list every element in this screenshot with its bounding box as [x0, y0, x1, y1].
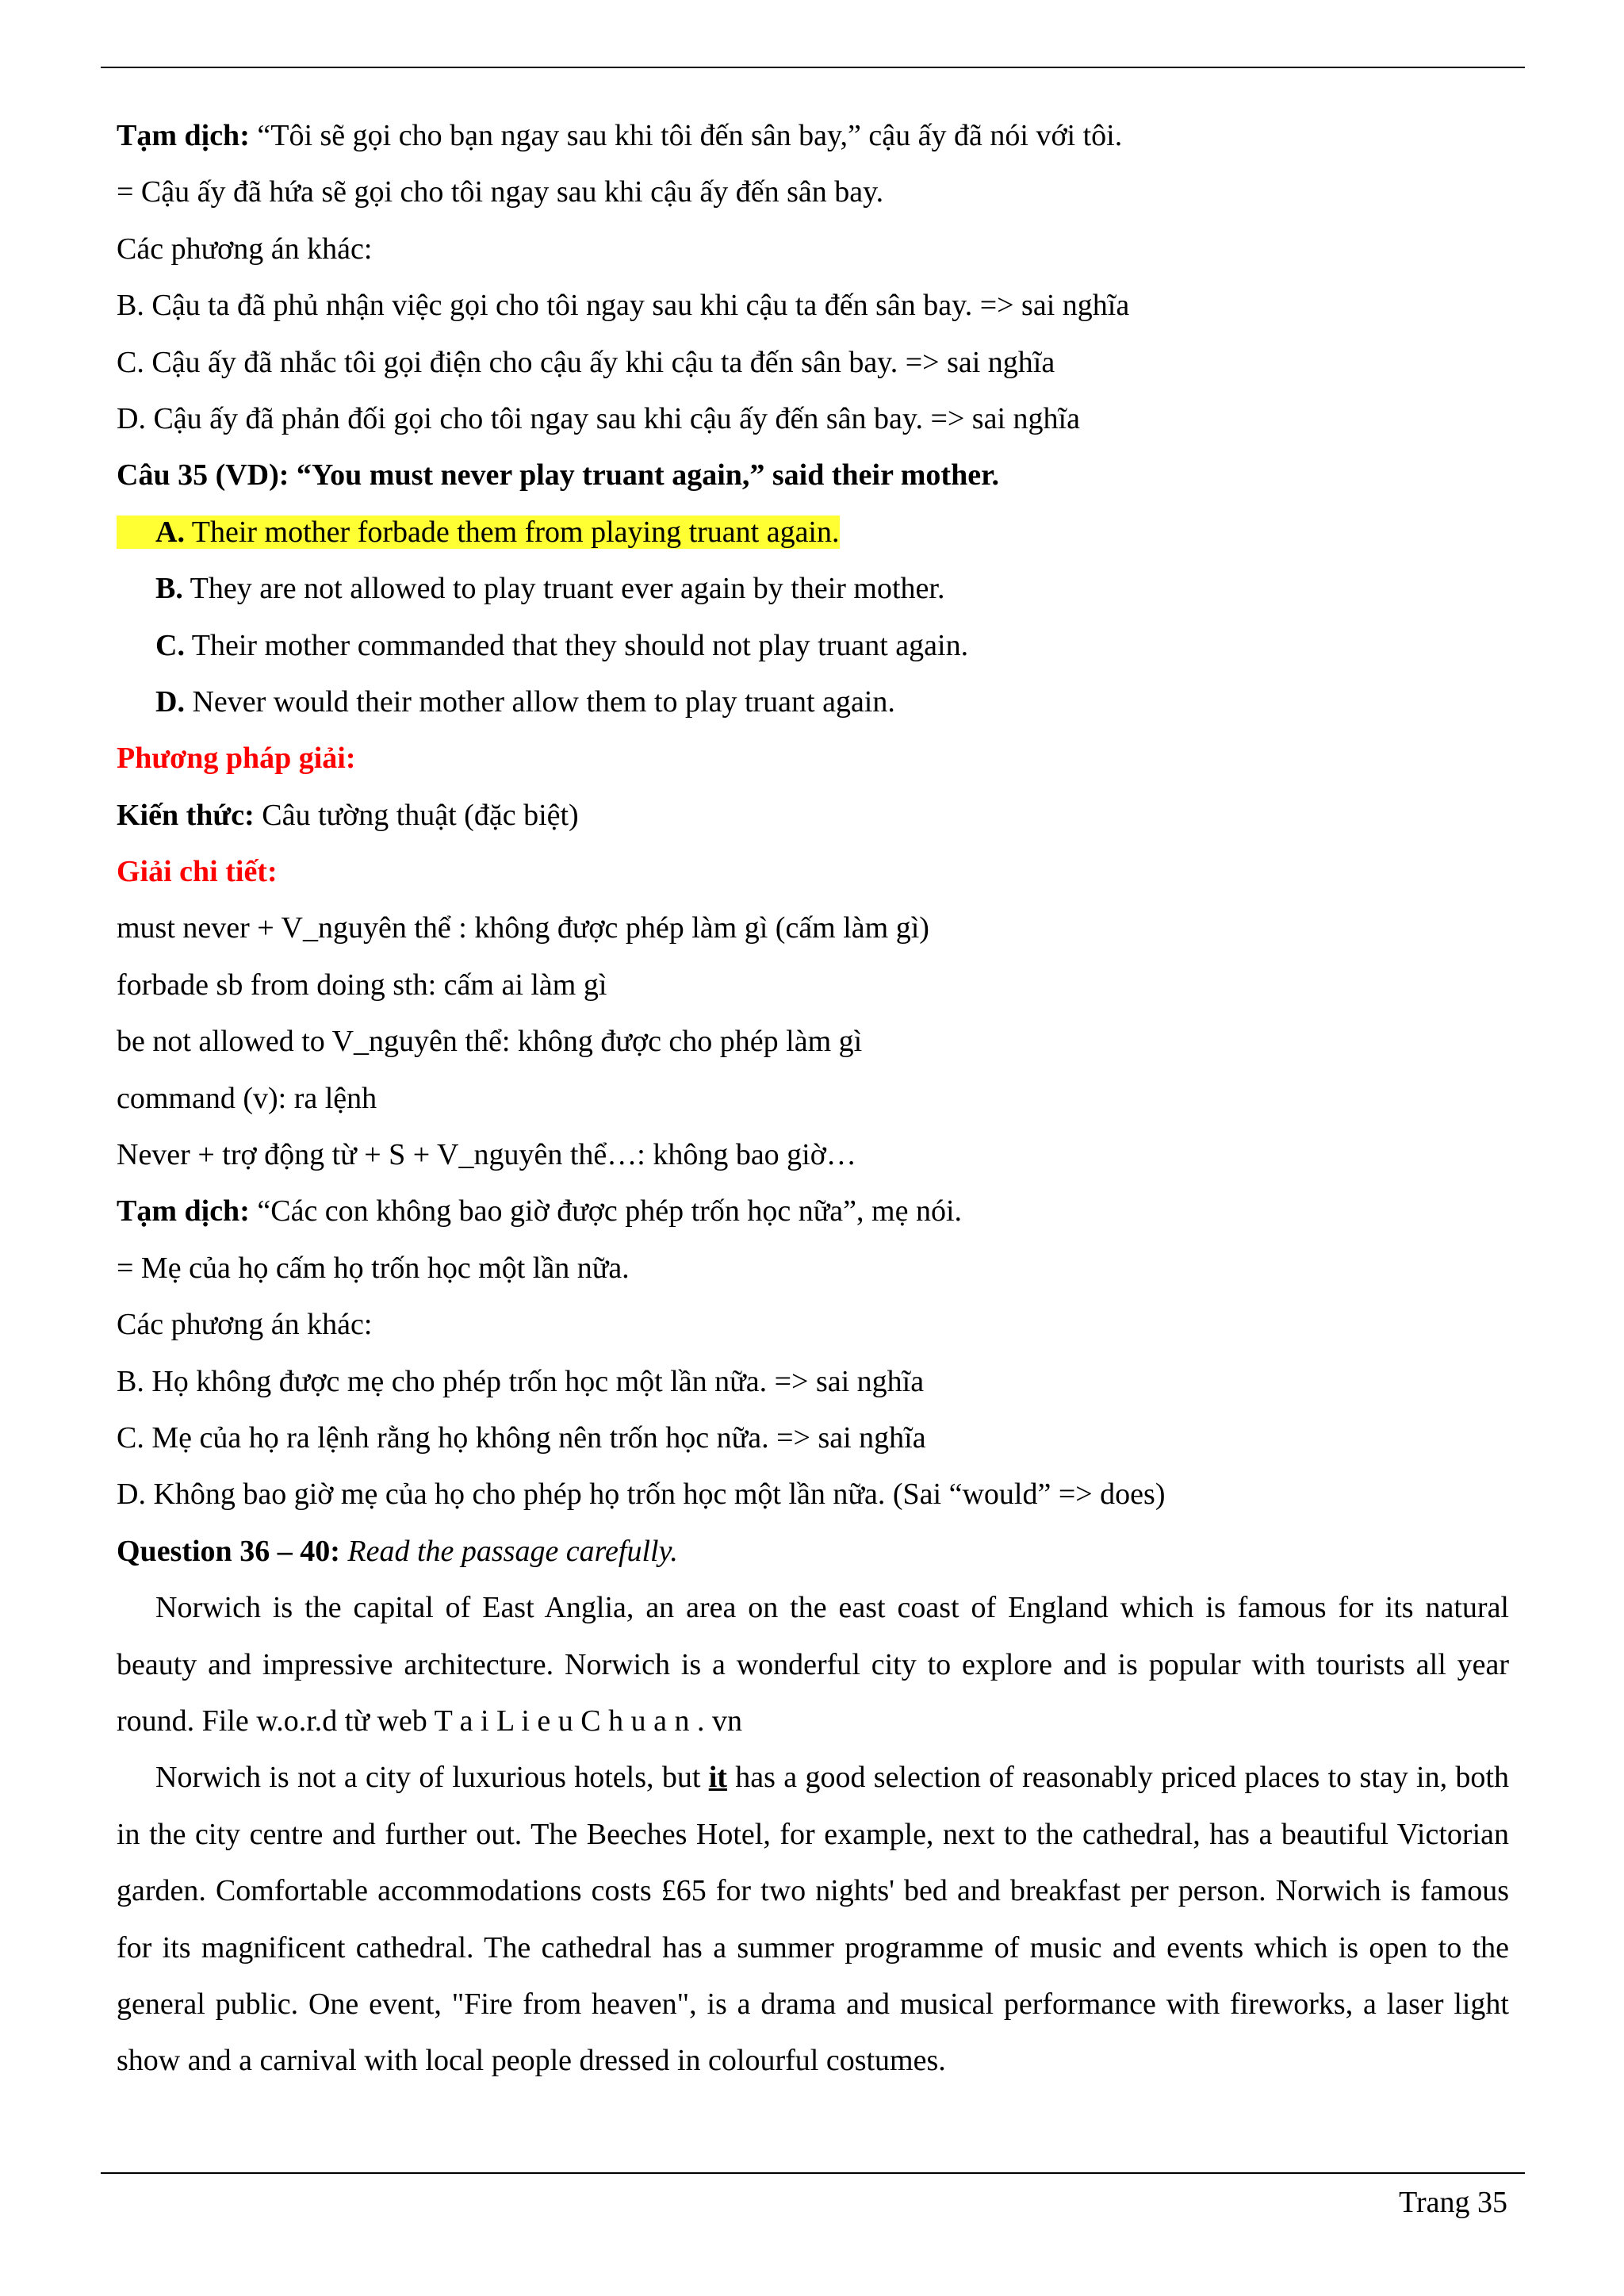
option-text: Their mother forbade them from playing truant again.: [184, 515, 840, 549]
passage-label: Question 36 – 40:: [117, 1534, 340, 1568]
translation-label: Tạm dịch:: [117, 119, 250, 152]
other-option-b: B. Họ không được mẹ cho phép trốn học một lần nữa. => sai nghĩa: [117, 1364, 925, 1398]
answer-option-c: [117, 618, 1509, 674]
grammar-note: must never + V_nguyên thể : không được phép làm gì (cấm làm gì): [117, 911, 929, 945]
page-content: [117, 108, 1509, 2090]
passage-paragraph-2: [117, 1750, 1509, 2089]
knowledge-line: [117, 788, 1509, 844]
method-heading: Phương pháp giải:: [117, 742, 356, 776]
grammar-note: forbade sb from doing sth: cấm ai làm gì: [117, 968, 607, 1002]
option-letter: C.: [155, 628, 185, 662]
grammar-note: Never + trợ động từ + S + V_nguyên thể…: không bao giờ…: [117, 1138, 856, 1172]
grammar-note: be not allowed to V_nguyên thể: không được cho phép làm gì: [117, 1025, 863, 1059]
translation-equivalent: = Cậu ấy đã hứa sẽ gọi cho tôi ngay sau khi cậu ấy đến sân bay.: [117, 175, 884, 209]
answer-highlight: [117, 516, 840, 549]
answer-option-a: [117, 504, 1509, 561]
other-option-d: D. Không bao giờ mẹ của họ cho phép họ trốn học một lần nữa. (Sai “would” => does): [117, 1478, 1166, 1512]
paragraph-text: has a good selection of reasonably priced places to stay in, both in the city centre and further out. The Beeches Hotel, for example, next to the cathedral, has a beautiful Victorian garden. Comfortable accommodations costs £65 for two nights' bed and breakfast per person. Norwich is famous for its magnificent cathedral. The cathedral has a summer programme of music and events which is open to the general public. One event, "Fire from heaven", is a drama and musical performance with fireworks, a laser light show and a carnival with local people dressed in colourful costumes.: [117, 1761, 1509, 2078]
passage-heading: [117, 1524, 1509, 1580]
translation-line: [117, 108, 1509, 164]
passage-instruction: Read the passage carefully.: [339, 1534, 678, 1568]
option-letter: A.: [155, 515, 185, 549]
header-rule: [101, 67, 1525, 68]
other-option-c: C. Mẹ của họ ra lệnh rằng họ không nên trốn học nữa. => sai nghĩa: [117, 1420, 926, 1455]
passage-paragraph-1: Norwich is the capital of East Anglia, an area on the east coast of England which is famous for its natural beauty and impressive architecture. Norwich is a wonderful city to explore and is popular with tourists all year round. File w.o.r.d từ web T a i L i e u C h u a n . vn: [117, 1591, 1509, 1738]
grammar-note: command (v): ra lệnh: [117, 1081, 377, 1115]
other-option-b: B. Cậu ta đã phủ nhận việc gọi cho tôi ngay sau khi cậu ta đến sân bay. => sai nghĩa: [117, 289, 1130, 323]
footer-rule: [101, 2172, 1525, 2174]
option-letter: D.: [155, 684, 185, 719]
option-text: They are not allowed to play truant ever again by their mother.: [182, 572, 945, 606]
question-35-heading: Câu 35 (VD): “You must never play truant again,” said their mother.: [117, 458, 999, 493]
translation-label: Tạm dịch:: [117, 1194, 250, 1228]
translation-text: “Các con không bao giờ được phép trốn học nữa”, mẹ nói.: [249, 1194, 962, 1228]
other-options-label: Các phương án khác:: [117, 1308, 373, 1342]
translation-line: [117, 1183, 1509, 1240]
paragraph-text: Norwich is not a city of luxurious hotels, but: [155, 1761, 709, 1795]
translation-equivalent: = Mẹ của họ cấm họ trốn học một lần nữa.: [117, 1251, 630, 1285]
detail-heading: Giải chi tiết:: [117, 855, 278, 889]
option-text: Never would their mother allow them to play truant again.: [184, 684, 895, 719]
option-text: Their mother commanded that they should not play truant again.: [184, 628, 969, 662]
translation-text: “Tôi sẽ gọi cho bạn ngay sau khi tôi đến sân bay,” cậu ấy đã nói với tôi.: [249, 119, 1123, 152]
knowledge-text: Câu tường thuật (đặc biệt): [254, 798, 579, 832]
answer-option-d: [117, 674, 1509, 730]
option-letter: B.: [155, 572, 183, 606]
other-option-c: C. Cậu ấy đã nhắc tôi gọi điện cho cậu ấy khi cậu ta đến sân bay. => sai nghĩa: [117, 345, 1055, 379]
answer-option-b: [117, 561, 1509, 617]
page-number: Trang 35: [1399, 2186, 1507, 2219]
referent-keyword: it: [708, 1761, 727, 1795]
other-options-label: Các phương án khác:: [117, 232, 373, 266]
other-option-d: D. Cậu ấy đã phản đối gọi cho tôi ngay sau khi cậu ấy đến sân bay. => sai nghĩa: [117, 401, 1080, 435]
knowledge-label: Kiến thức:: [117, 798, 255, 832]
